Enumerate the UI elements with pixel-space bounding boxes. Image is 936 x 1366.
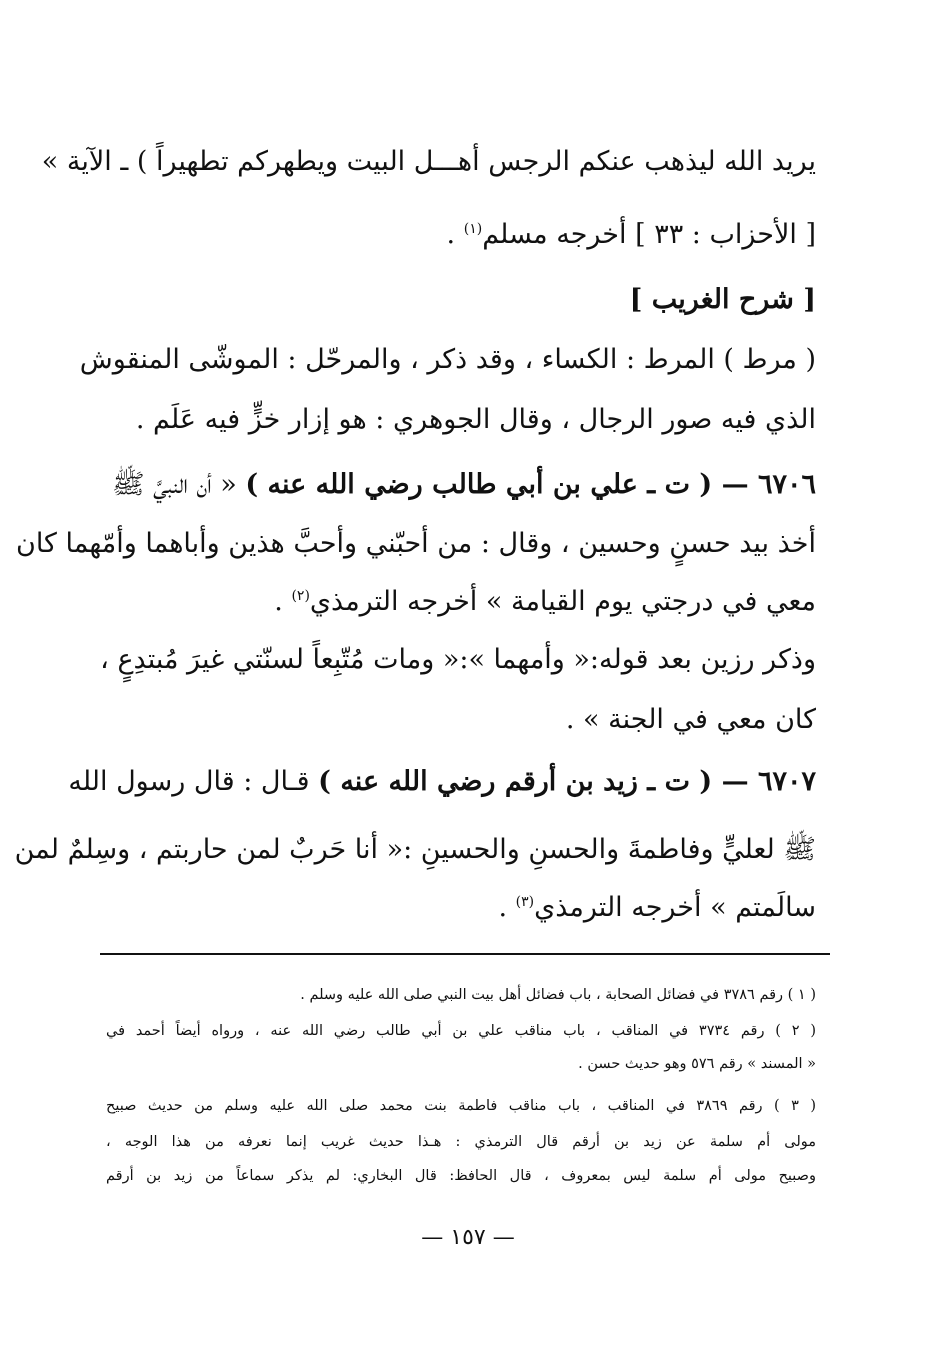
quran-reference: [ الأحزاب : ٣٣ ] أخرجه مسلم <box>482 219 816 250</box>
page-number: — ١٥٧ — <box>421 1225 515 1250</box>
sentence-end: . <box>274 586 292 617</box>
section-heading: [ شرح الغريب ] <box>629 284 816 315</box>
body-line-8 <box>116 572 816 632</box>
hadith-text: معي في درجتي يوم القيامة » أخرجه الترمذي <box>309 586 816 617</box>
footnote-marker-3: (٣) <box>515 894 535 910</box>
sentence-end: . <box>498 892 516 923</box>
footnote-divider <box>100 953 830 955</box>
footnote-3-line-2: مولى أم سلمة عن زيد بن أرقم قال الترمذي : هـذا حديث غريب إنما نعرفه من هذا الوجه ، <box>106 1134 816 1150</box>
footnote-2-line-2: « المسند » رقم ٥٧٦ وهو حديث حسن . <box>578 1056 816 1072</box>
body-line-4: ( مرط ) المرط : الكساء ، وقد ذكر ، والمرحّل : الموشّى المنقوش <box>79 344 816 375</box>
footnote-2-line-1: ( ٢ ) رقم ٣٧٣٤ في المناقب ، باب مناقب علي بن أبي طالب رضي الله عنه ، ورواه أيضاً أحمد في <box>106 1023 816 1039</box>
hadith-text-start: قـال : قال رسول الله <box>68 766 319 797</box>
hadith-6707-header <box>68 752 816 812</box>
body-line-1: يريد الله ليذهب عنكم الرجس أهـــل البيت ويطهركم تطهيراً ) ـ الآية » <box>41 146 816 177</box>
hadith-number: ٦٧٠٦ — ( ت ـ علي بن أبي طالب رضي الله عنه ) <box>245 469 816 500</box>
body-line-13 <box>116 878 816 938</box>
footnote-3-line-3: وصبيح مولى أم سلمة ليس بمعروف ، قال الحافظ: قال البخاري: لم يذكر سماعاً من زيد بن أرقم <box>106 1168 816 1184</box>
footnote-3-line-1: ( ٣ ) رقم ٣٨٦٩ في المناقب ، باب مناقب فاطمة بنت محمد صلى الله عليه وسلم من حديث صبيح <box>106 1098 816 1114</box>
hadith-6706-header <box>111 455 816 515</box>
footnote-marker-2: (٢) <box>291 588 310 604</box>
hadith-number: ٦٧٠٧ — ( ت ـ زيد بن أرقم رضي الله عنه ) <box>318 766 816 797</box>
body-line-10: كان معي في الجنة » . <box>565 704 816 735</box>
sentence-end: . <box>446 219 464 250</box>
body-line-2 <box>116 205 816 265</box>
footnote-1: ( ١ ) رقم ٣٧٨٦ في فضائل الصحابة ، باب فضائل أهل بيت النبي صلى الله عليه وسلم . <box>300 987 816 1003</box>
body-line-5: الذي فيه صور الرجال ، وقال الجوهري : هو إزار خزٍّ فيه عَلَم . <box>135 404 816 435</box>
hadith-text: سالَمتم » أخرجه الترمذي <box>534 892 816 923</box>
body-line-9: وذكر رزين بعد قوله:« وأمهما »:« ومات مُتّبِعاً لسنّتي غيرَ مُبتدِعٍ ، <box>100 644 816 675</box>
hadith-text-start: « أن النبيَّ ﷺ <box>111 469 246 500</box>
body-line-7: أخذ بيد حسنٍ وحسين ، وقال : من أحبّني وأحبَّ هذين وأباهما وأمّهما كان <box>16 528 816 559</box>
body-line-12: ﷺ لعليٍّ وفاطمةَ والحسنِ والحسينِ :« أنا حَربٌ لمن حاربتم ، وسِلمٌ لمن <box>14 834 816 865</box>
footnote-marker-1: (١) <box>463 221 483 237</box>
